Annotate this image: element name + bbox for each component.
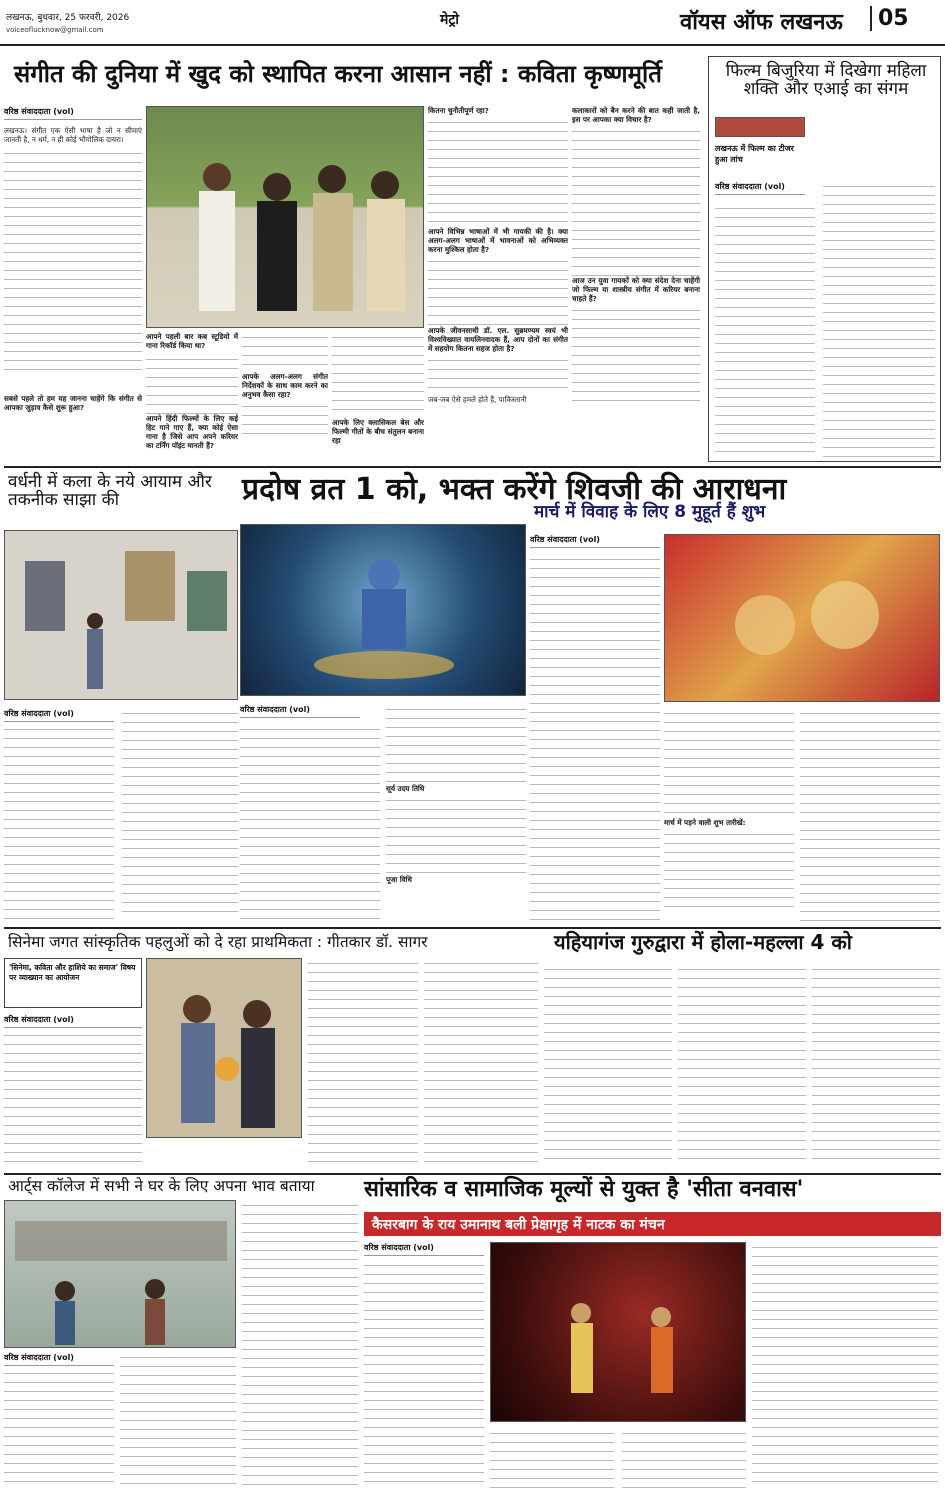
story4-subhead: सूर्य उदय तिथि (386, 784, 425, 793)
story3-headline: वर्धनी में कला के नये आयाम और तकनीक साझा की (8, 472, 212, 510)
story6-body-col3 (424, 958, 538, 1164)
story1-question-9: कलाकारों को बैन करने की बात कही जाती है, इस पर आपका क्या विचार है? (572, 106, 700, 124)
story-sita-vanvas (364, 1176, 941, 1496)
story8-body-col2 (120, 1352, 236, 1488)
story1-lead-text: लखनऊ। संगीत एक ऐसी भाषा है जो न सीमाएं जानती है, न धर्म, न ही कोई भौगोलिक दायरा। (4, 126, 142, 144)
story1-col3-lines (146, 354, 238, 414)
story-arts-college (4, 1176, 360, 1496)
story1-question-5: आपके लिए क्लासिकल बेस और फिल्मी गीतों के बीच संतुलन बनाना रहा (332, 418, 424, 445)
story1-col4 (242, 332, 328, 462)
story1-col5 (332, 332, 424, 462)
story1-closing: जब-जब ऐसे हमले होते हैं, पाकिस्तानी (428, 395, 527, 404)
story9-body-col2 (490, 1428, 614, 1490)
story7-body-col1 (544, 964, 672, 1164)
story8-byline: वरिष्ठ संवाददाता (vol) (4, 1352, 114, 1366)
story6-body-col2 (308, 958, 418, 1164)
story1-col4-lines (242, 332, 328, 372)
story5-body-col1 (530, 554, 660, 924)
story5-headline: मार्च में विवाह के लिए 8 मुहूर्त हैं शुभ (534, 502, 766, 522)
workshop-photo (5, 1201, 236, 1348)
story1-col3 (146, 332, 238, 462)
story4-col2-lines (386, 704, 526, 784)
story1-col4-lines-2 (242, 401, 328, 441)
divider-row2 (4, 927, 941, 929)
shiva-illustration (241, 525, 526, 696)
story6-tagline: 'सिनेमा, कविता और हाशिये का समाज' विषय पर व्याख्यान का आयोजन (9, 963, 136, 982)
story1-question-4: आपने हिंदी फिल्मों के लिए कई हिट गाने गाए हैं, क्या कोई ऐसा गाना है जिसे आप अपने करियर का टर्निंग पॉइंट मानती हैं? (146, 414, 238, 450)
story1-question-10: आज उन युवा गायकों को क्या संदेश देना चाहेंगी जो फिल्म या शास्त्रीय संगीत में करियर बनाना चाहते हैं? (572, 276, 700, 303)
story7-body-col2 (678, 964, 806, 1164)
story2-headline: फिल्म बिजुरिया में दिखेगा महिला शक्ति और एआई का संगम (725, 61, 927, 99)
story3-body-col1 (4, 724, 114, 920)
story2-photo (715, 117, 805, 137)
section-label: मेट्रो (440, 12, 460, 28)
masthead: वॉयस ऑफ लखनऊ (680, 10, 843, 35)
story-bijuriya (708, 56, 941, 462)
group-photo-figures (147, 107, 424, 328)
story-cinema (4, 930, 540, 1170)
dateline: लखनऊ, बुधवार, 25 फरवरी, 2026 (6, 13, 130, 23)
story8-body-col1 (4, 1368, 114, 1488)
story9-body-col3 (622, 1428, 746, 1490)
story9-subheadline: कैसरबाग के राय उमानाथ बली प्रेक्षागृह में नाटक का मंचन (372, 1217, 665, 1233)
story3-photo (4, 530, 238, 700)
story9-subheadline-bar (364, 1212, 941, 1236)
story5-highlight: मार्च में पड़ने वाली शुभ तारीखें: (664, 818, 746, 827)
gallery-photo (5, 531, 238, 700)
story5-body-col3 (800, 708, 940, 924)
story1-question-3: आपके अलग-अलग संगीत निर्देशकों के साथ काम करने का अनुभव कैसा रहा? (242, 372, 328, 399)
story5-body-col2 (664, 708, 794, 924)
story1-col7 (572, 106, 700, 462)
divider-row1 (4, 466, 941, 468)
story1-lead-lines (4, 148, 142, 373)
story9-photo (490, 1242, 746, 1422)
story3-body-col2 (122, 708, 238, 920)
story9-byline: वरिष्ठ संवाददाता (vol) (364, 1242, 484, 1256)
story2-body-col2 (823, 181, 935, 457)
email: voiceoflucknow@gmail.com (6, 26, 104, 34)
story6-tagline-box (4, 958, 142, 1008)
story1-byline: वरिष्ठ संवाददाता (vol) (4, 106, 142, 120)
story9-body-col1 (364, 1260, 484, 1490)
story4-photo (240, 524, 526, 696)
story4-col2-lines-2 (386, 795, 526, 875)
story1-col6-lines-3 (428, 355, 568, 395)
story5-col2-lines (664, 708, 794, 818)
story1-col7-lines-2 (572, 305, 700, 405)
story1-question-6: कितना चुनौतीपूर्ण रहा? (428, 106, 489, 115)
story-vivah (530, 500, 941, 926)
story6-photo (146, 958, 302, 1138)
story9-headline: सांसारिक व सामाजिक मूल्यों से युक्त है 'सीता वनवास' (364, 1177, 804, 1202)
story6-headline: सिनेमा जगत सांस्कृतिक पहलुओं को दे रहा प्राथमिकता : गीतकार डॉ. सागर (8, 933, 428, 951)
story1-question-7: आपने विभिन्न भाषाओं में भी गायकी की है। क्या अलग-अलग भाषाओं में भावनाओं को अभिव्यक्त करना मुश्किल होता है? (428, 227, 568, 254)
story1-col2 (4, 394, 142, 462)
story1-question-2: आपने पहली बार कब स्टूडियो में गाना रिकॉर्ड किया था? (146, 332, 238, 350)
story7-headline: यहियागंज गुरुद्वारा में होला-महल्ला 4 को (554, 930, 852, 954)
story4-body-col2 (386, 704, 526, 920)
story9-body-col4 (752, 1242, 938, 1490)
story7-body-col3 (812, 964, 940, 1164)
story3-byline: वरिष्ठ संवाददाता (vol) (4, 708, 114, 722)
story2-byline: वरिष्ठ संवाददाता (vol) (715, 181, 805, 195)
story1-question-1: सबसे पहले तो हम यह जानना चाहेंगे कि संगीत से आपका जुड़ाव कैसे शुरू हुआ? (4, 394, 142, 412)
story2-tagline: लखनऊ में फिल्म का टीजर हुआ लांच (715, 144, 794, 164)
story1-col5-lines (332, 332, 424, 418)
story4-section-label: पूजा विधि (386, 875, 412, 884)
story-vardhani (4, 470, 238, 926)
story-kavita (4, 56, 704, 462)
felicitation-photo (147, 959, 302, 1138)
story8-headline: आर्ट्स कॉलेज में सभी ने घर के लिए अपना भाव बताया (8, 1177, 315, 1195)
page-number: 05 (870, 6, 909, 31)
story6-byline: वरिष्ठ संवाददाता (vol) (4, 1014, 142, 1028)
story-gurudwara (544, 930, 941, 1170)
story6-body-col1 (4, 1030, 142, 1164)
story4-byline: वरिष्ठ संवाददाता (vol) (240, 704, 360, 718)
story5-photo (664, 534, 940, 702)
story1-photo (146, 106, 424, 328)
story5-byline: वरिष्ठ संवाददाता (vol) (530, 534, 660, 548)
story1-col6-lines (428, 117, 568, 227)
story2-body-col1 (715, 203, 815, 457)
divider-row3 (4, 1173, 941, 1175)
story5-col2-lines-2 (664, 829, 794, 909)
story8-body-col3 (242, 1200, 358, 1488)
story8-photo (4, 1200, 236, 1348)
story1-lead (4, 126, 142, 386)
story1-question-8: आपके जीवनसाथी डॉ. एल. सुब्रमण्यम स्वयं भी विश्वविख्यात वायलिनवादक हैं, आप दोनों का संगीत में सहयोग कितना सहज होता है? (428, 326, 568, 353)
story4-body-col1 (240, 724, 380, 920)
story1-col6-lines-2 (428, 256, 568, 326)
stage-photo (491, 1243, 746, 1422)
story1-headline: संगीत की दुनिया में खुद को स्थापित करना आसान नहीं : कविता कृष्णमूर्ति (14, 60, 662, 88)
page-header (0, 0, 945, 46)
wedding-photo (665, 535, 940, 702)
story1-col6 (428, 106, 568, 462)
story4-headline: प्रदोष व्रत 1 को, भक्त करेंगे शिवजी की आराधना (242, 472, 787, 507)
story1-col7-lines (572, 126, 700, 276)
